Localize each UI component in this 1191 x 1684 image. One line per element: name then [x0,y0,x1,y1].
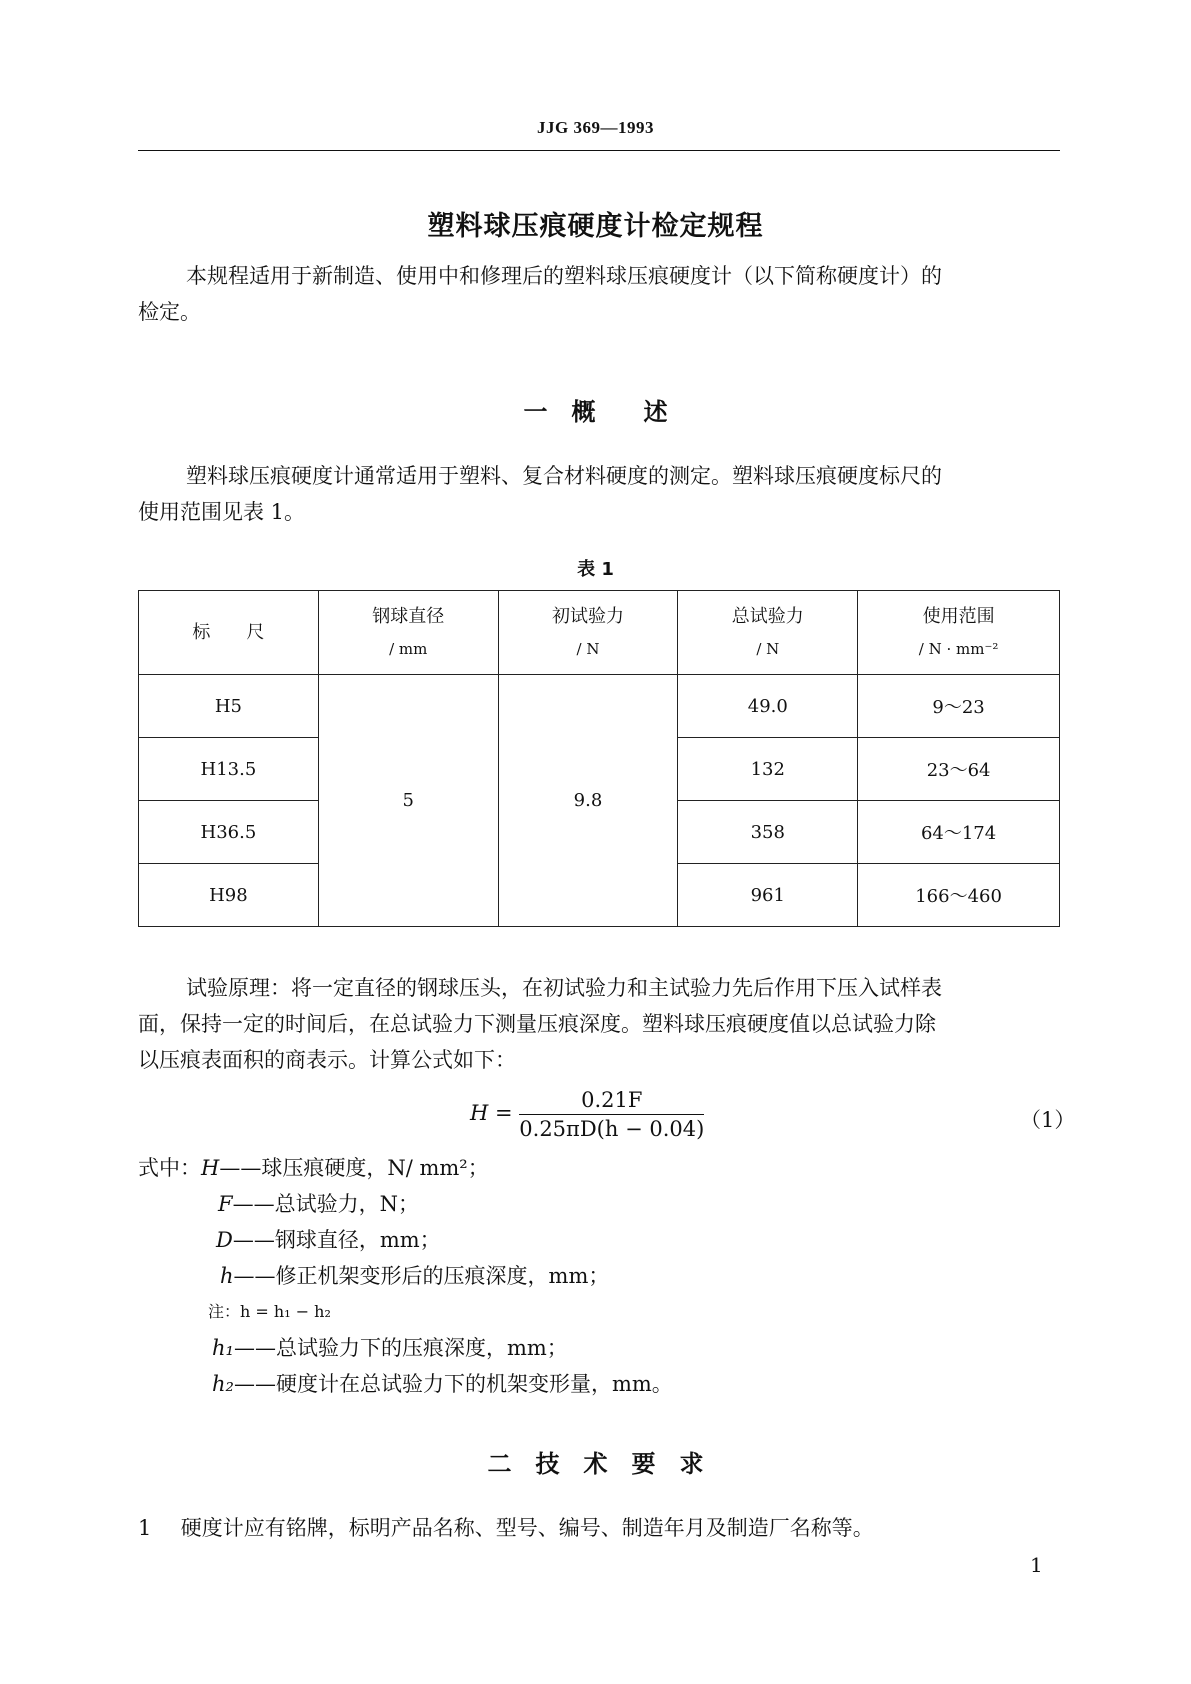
cell-range: 166～460 [858,864,1060,927]
formula-fraction [519,1088,704,1141]
cell-range: 9～23 [858,675,1060,738]
equation-number: （1） [1020,1108,1076,1132]
table-header-row [139,591,1060,675]
cell-total-force: 961 [678,864,858,927]
header-range: 使用范围 / N · mm⁻² [858,591,1060,675]
overview-line-2: 使用范围见表 1。 [138,500,306,524]
definition-item: 式中：H——球压痕硬度，N/ mm²； [138,1156,489,1180]
header-rule [138,150,1060,151]
section-1-title: 一 概 述 [523,398,668,426]
clause-1 [138,1510,1060,1546]
definition-item: h——修正机架变形后的压痕深度，mm； [220,1264,610,1288]
clause-text: 硬度计应有铭牌，标明产品名称、型号、编号、制造年月及制造厂名称等。 [180,1516,874,1540]
cell-initial-force: 9.8 [498,675,678,927]
cell-range: 64～174 [858,801,1060,864]
overview-line-1: 塑料球压痕硬度计通常适用于塑料、复合材料硬度的测定。塑料球压痕硬度标尺的 [186,464,942,488]
header-scale: 标 尺 [139,591,319,675]
principle-line-1: 试验原理：将一定直径的钢球压头，在初试验力和主试验力先后作用下压入试样表 [186,976,942,1000]
cell-scale: H98 [139,864,319,927]
cell-ball-diameter: 5 [318,675,498,927]
header-total-force: 总试验力 / N [678,591,858,675]
principle-paragraph [138,970,1060,1078]
cell-range: 23～64 [858,738,1060,801]
overview-paragraph [138,458,1060,530]
section-2-title: 二 技 术 要 求 [487,1450,704,1478]
definition-item: h₂——硬度计在总试验力下的机架变形量，mm。 [212,1372,673,1396]
intro-line-2: 检定。 [138,300,201,324]
principle-line-2: 面，保持一定的时间后，在总试验力下测量压痕深度。塑料球压痕硬度值以总试验力除 [138,1012,936,1036]
cell-total-force: 132 [678,738,858,801]
document-title: 塑料球压痕硬度计检定规程 [427,211,764,242]
scale-table [138,590,1060,927]
definition-item: h₁——总试验力下的压痕深度，mm； [212,1336,568,1360]
document-code: JJG 369—1993 [537,118,654,137]
definition-note: 注：h = h₁ − h₂ [208,1302,331,1321]
principle-line-3: 以压痕表面积的商表示。计算公式如下： [138,1048,516,1072]
formula-lhs: H = [470,1101,513,1125]
cell-scale: H5 [139,675,319,738]
definitions-list [138,1150,673,1402]
clause-number: 1 [138,1516,152,1540]
definition-item: F——总试验力，N； [218,1192,419,1216]
header-initial-force: 初试验力 / N [498,591,678,675]
header-ball-diameter: 钢球直径 / mm [318,591,498,675]
table-row [139,675,1060,738]
table-caption: 表 1 [577,559,614,580]
cell-total-force: 358 [678,801,858,864]
cell-total-force: 49.0 [678,675,858,738]
formula-numerator: 0.21F [519,1088,704,1115]
intro-paragraph [138,258,1060,330]
cell-scale: H36.5 [139,801,319,864]
cell-scale: H13.5 [139,738,319,801]
definition-item: D——钢球直径，mm； [216,1228,441,1252]
hardness-formula [470,1088,730,1141]
formula-denominator: 0.25πD(h − 0.04) [519,1117,705,1141]
intro-line-1: 本规程适用于新制造、使用中和修理后的塑料球压痕硬度计（以下简称硬度计）的 [186,264,942,288]
page-number: 1 [1030,1553,1043,1577]
